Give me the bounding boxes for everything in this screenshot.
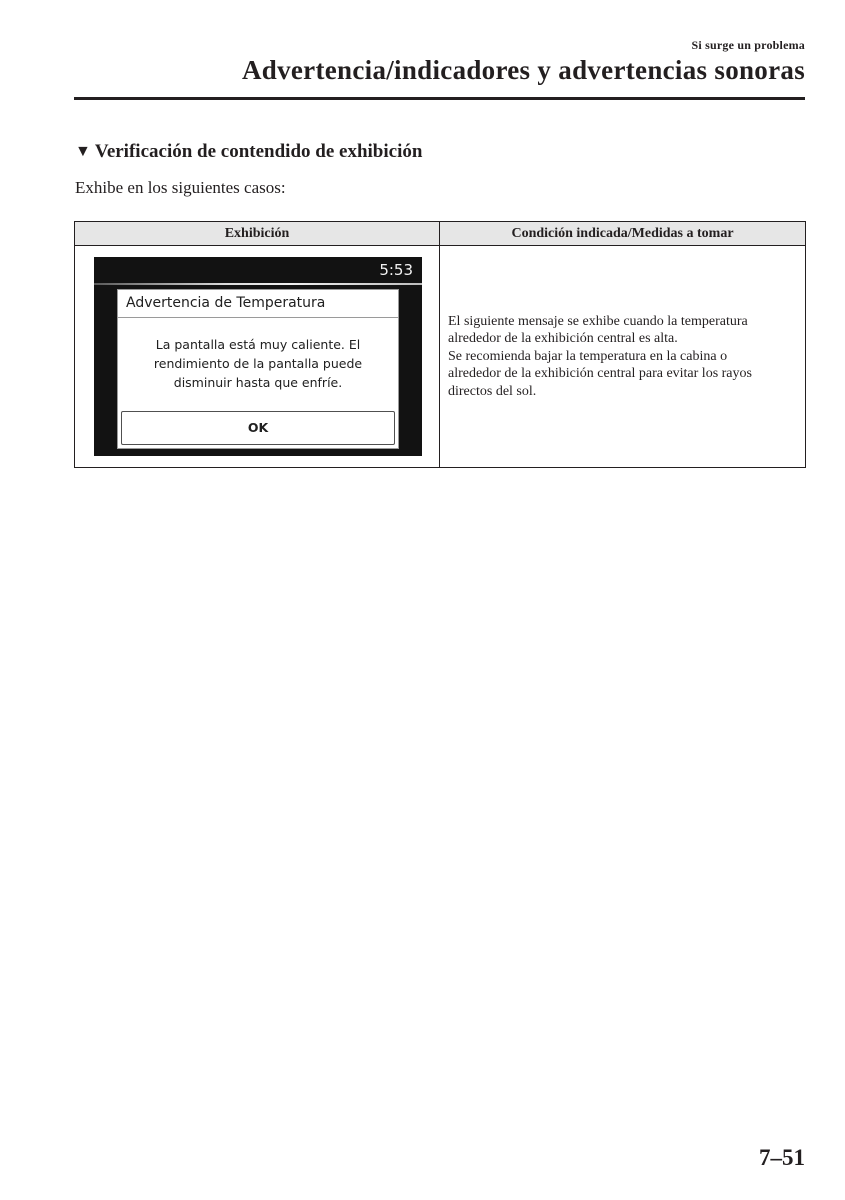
dialog-message	[124, 335, 392, 392]
condition-cell	[440, 246, 806, 468]
triangle-down-icon: ▼	[75, 143, 91, 160]
description-line: directos del sol.	[448, 383, 537, 399]
warning-dialog	[117, 289, 399, 449]
dialog-message-line: rendimiento de la pantalla puede	[153, 356, 363, 371]
clock-label: 5:53	[379, 261, 413, 279]
screen-image	[94, 257, 422, 456]
ok-button: OK	[121, 411, 395, 445]
description-line: El siguiente mensaje se exhibe cuando la temperatura	[448, 313, 748, 329]
dialog-title: Advertencia de Temperatura	[118, 290, 398, 318]
description-line: Se recomienda bajar la temperatura en la cabina o	[448, 348, 728, 364]
table-row	[75, 246, 806, 468]
dialog-message-line: disminuir hasta que enfríe.	[173, 375, 343, 390]
display-cell	[75, 246, 440, 468]
page-title: Advertencia/indicadores y advertencias sonoras	[241, 55, 805, 85]
description-line: alrededor de la exhibición central para evitar los rayos	[448, 366, 752, 382]
dialog-message-line: La pantalla está muy caliente. El	[155, 337, 361, 352]
description-line: alrededor de la exhibición central es alta.	[448, 331, 678, 347]
section-label: Si surge un problema	[691, 38, 805, 52]
title-rule	[74, 97, 805, 100]
subsection-title: Verificación de contendido de exhibición	[94, 141, 423, 162]
table-header-row	[75, 222, 806, 246]
page-number: 7–51	[759, 1145, 805, 1170]
intro-text: Exhibe en los siguientes casos:	[75, 178, 286, 197]
display-table	[74, 221, 806, 468]
status-bar-line	[94, 283, 422, 285]
column-header-condition: Condición indicada/Medidas a tomar	[440, 222, 806, 246]
subsection-heading	[75, 141, 422, 163]
column-header-display: Exhibición	[75, 222, 440, 246]
